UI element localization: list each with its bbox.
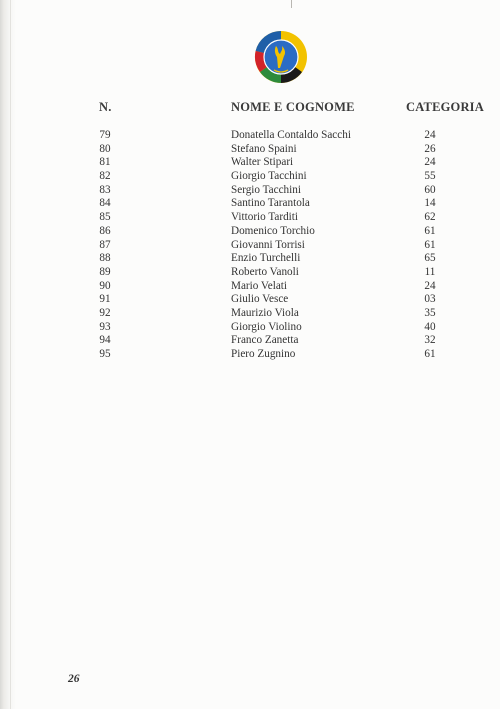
row-category: 40 [424, 320, 436, 333]
table-row [0, 321, 500, 335]
table-row [0, 280, 500, 294]
row-name: Mario Velati [231, 279, 288, 292]
row-category: 55 [424, 170, 436, 183]
members-table [0, 129, 500, 362]
row-number: 79 [99, 129, 111, 141]
row-category: 61 [424, 224, 436, 237]
row-name: Roberto Vanoli [231, 265, 299, 278]
table-row [0, 239, 500, 253]
row-number: 93 [99, 320, 111, 333]
table-row [0, 225, 500, 239]
row-number: 86 [99, 224, 111, 237]
row-category: 11 [424, 265, 436, 278]
row-category: 32 [424, 334, 436, 347]
table-row [0, 348, 500, 362]
row-category: 03 [424, 293, 436, 306]
row-number: 89 [99, 265, 111, 278]
row-number: 84 [99, 197, 111, 210]
row-name: Giovanni Torrisi [231, 238, 305, 251]
row-category: 35 [424, 306, 436, 319]
row-number: 80 [99, 142, 111, 155]
table-row [0, 334, 500, 348]
row-category: 26 [424, 142, 436, 155]
row-name: Domenico Torchio [231, 224, 315, 237]
row-name: Stefano Spaini [231, 142, 297, 155]
table-row [0, 129, 500, 143]
table-row [0, 156, 500, 170]
row-name: Piero Zugnino [231, 348, 296, 360]
row-name: Giulio Vesce [231, 293, 289, 306]
table-row [0, 293, 500, 307]
row-name: Santino Tarantola [231, 197, 310, 210]
table-row [0, 170, 500, 184]
table-row [0, 307, 500, 321]
row-name: Donatella Contaldo Sacchi [231, 129, 351, 141]
row-number: 87 [99, 238, 111, 251]
olympic-torch-emblem-icon [254, 30, 308, 84]
row-name: Vittorio Tarditi [231, 211, 299, 224]
row-number: 81 [99, 156, 111, 169]
table-row [0, 184, 500, 198]
row-name: Franco Zanetta [231, 334, 299, 347]
row-category: 62 [424, 211, 436, 224]
table-row [0, 252, 500, 266]
row-name: Sergio Tacchini [231, 183, 301, 196]
row-number: 92 [99, 306, 111, 319]
row-name: Giorgio Tacchini [231, 170, 307, 183]
table-header-row [0, 100, 500, 118]
row-number: 85 [99, 211, 111, 224]
row-category: 24 [424, 279, 436, 292]
table-row [0, 143, 500, 157]
scan-mark [291, 0, 292, 8]
row-number: 83 [99, 183, 111, 196]
row-number: 88 [99, 252, 111, 265]
column-header-category: CATEGORIA [406, 100, 484, 114]
row-name: Maurizio Viola [231, 306, 299, 319]
page-number: 26 [68, 673, 80, 685]
row-name: Walter Stipari [231, 156, 294, 169]
row-category: 14 [424, 197, 436, 210]
row-number: 94 [99, 334, 111, 347]
row-number: 95 [99, 348, 111, 360]
row-category: 24 [424, 156, 436, 169]
row-category: 24 [424, 129, 436, 141]
column-header-name: NOME E COGNOME [231, 100, 355, 114]
table-row [0, 211, 500, 225]
table-row [0, 266, 500, 280]
row-category: 65 [424, 252, 436, 265]
row-category: 61 [424, 348, 436, 360]
table-row [0, 197, 500, 211]
row-number: 82 [99, 170, 111, 183]
row-name: Enzio Turchelli [231, 252, 301, 265]
row-number: 90 [99, 279, 111, 292]
row-number: 91 [99, 293, 111, 306]
row-category: 61 [424, 238, 436, 251]
column-header-number: N. [99, 100, 112, 114]
row-category: 60 [424, 183, 436, 196]
row-name: Giorgio Violino [231, 320, 302, 333]
